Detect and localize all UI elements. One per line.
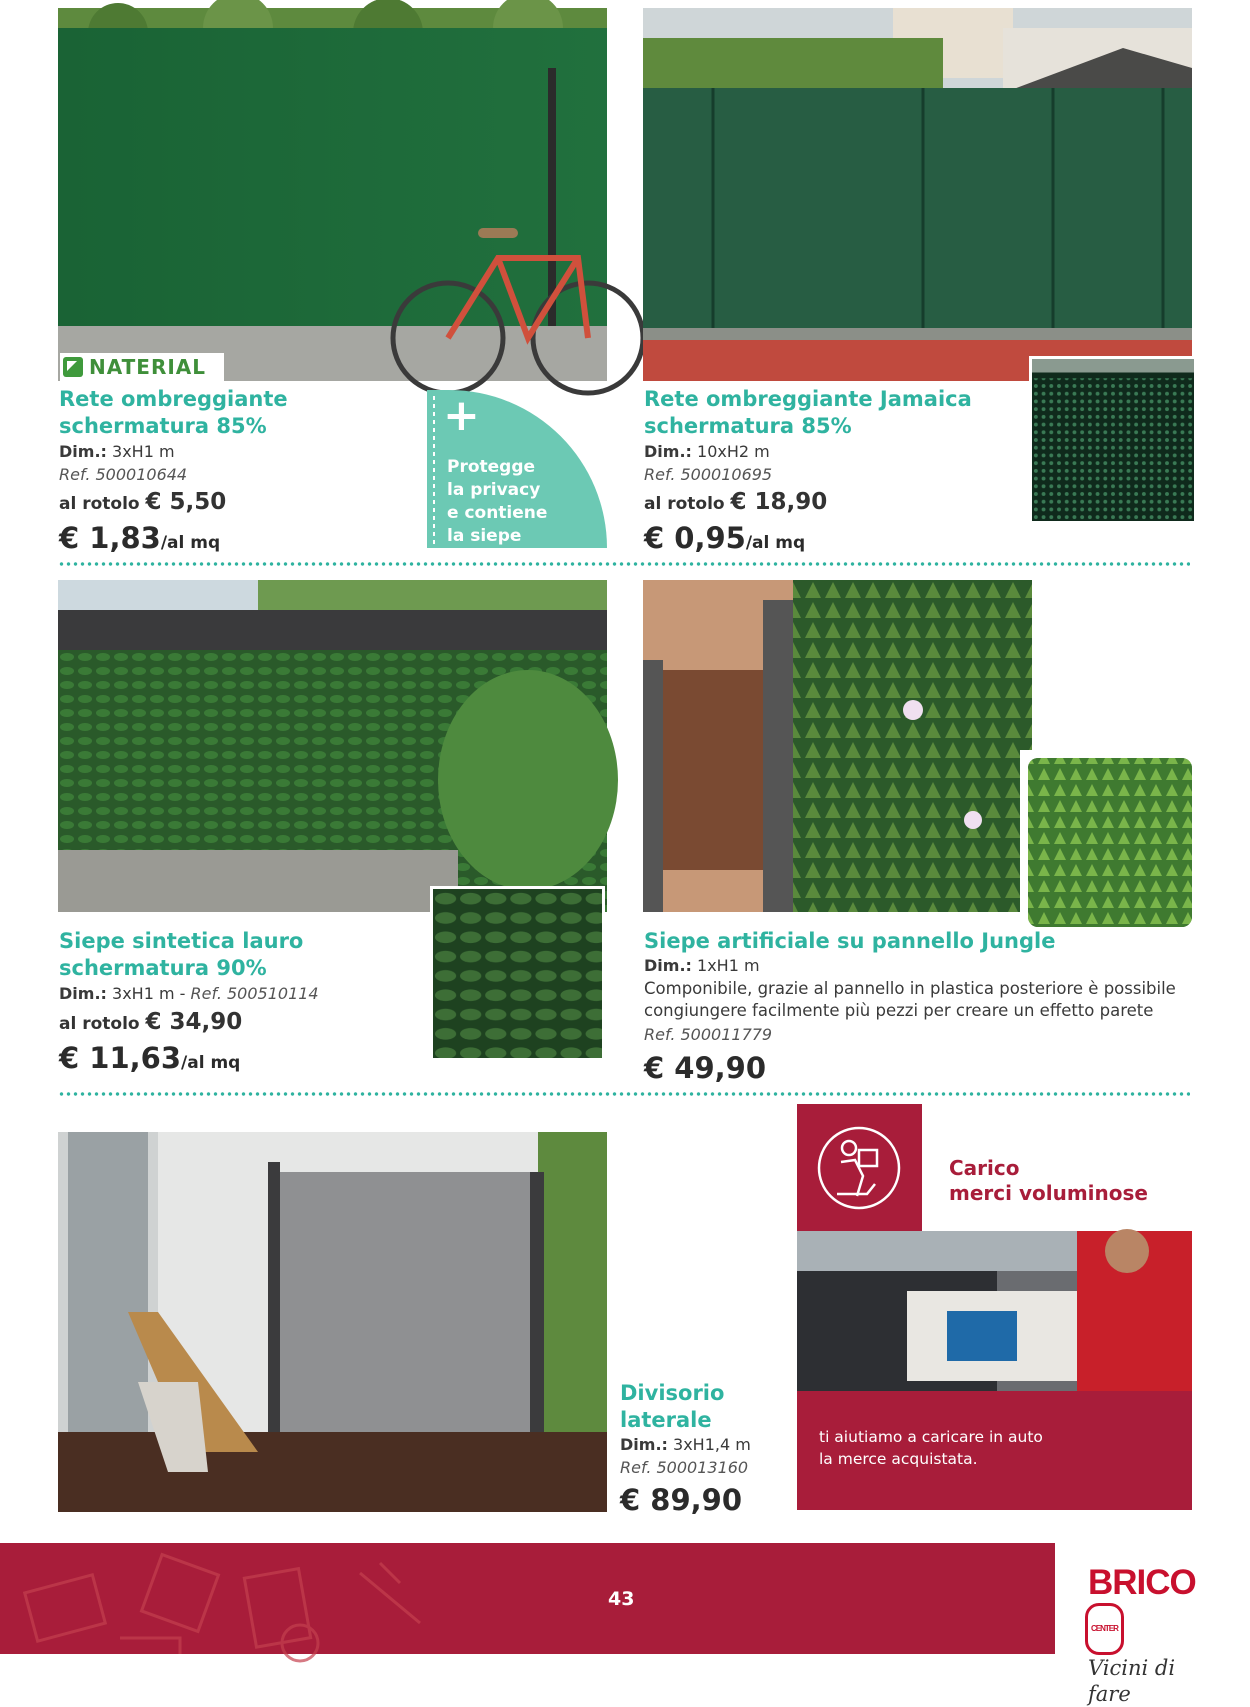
dim-label: Dim.: <box>644 956 692 975</box>
price-value: € 1,83 <box>59 521 161 555</box>
dim-value: 10xH2 m <box>697 442 770 461</box>
promo-text-line: ti aiutiamo a caricare in auto <box>819 1428 1043 1446</box>
product-detail-jungle-panel <box>1020 750 1200 935</box>
badge-line: la siepe <box>447 526 522 546</box>
roll-price <box>644 490 827 516</box>
roll-price-value: € 34,90 <box>145 1009 243 1035</box>
promo-icon-box <box>797 1104 922 1231</box>
product-title <box>644 386 972 440</box>
promo-text <box>819 1426 1043 1470</box>
dim-label: Dim.: <box>59 442 107 461</box>
price-value: € 11,63 <box>59 1041 182 1075</box>
footer-band <box>0 1543 1055 1654</box>
promo-header <box>797 1104 1192 1231</box>
product-photo-jamaica-net <box>643 8 1192 381</box>
plus-icon: + <box>443 390 480 441</box>
dim-value: 3xH1 m <box>112 442 175 461</box>
product-dimensions <box>644 955 760 977</box>
product-detail-jamaica-net-texture <box>1029 356 1197 524</box>
unit-price <box>620 1484 742 1521</box>
section-divider <box>58 1092 1190 1096</box>
product-title <box>644 928 1055 955</box>
badge-line: Protegge <box>447 457 536 477</box>
description-line: Componibile, grazie al pannello in plastica posteriore è possibile <box>644 979 1176 998</box>
roll-label: al rotolo <box>59 1014 140 1034</box>
badge-line: la privacy <box>447 480 541 500</box>
badge-line: e contiene <box>447 503 548 523</box>
product-title-line: Divisorio <box>620 1381 725 1405</box>
product-title-line: Siepe sintetica lauro <box>59 929 304 953</box>
product-photo-laurel-hedge <box>58 580 607 912</box>
brand-name: NATERIAL <box>89 355 207 379</box>
brico-center-logo <box>1088 1563 1218 1706</box>
price-unit: /al mq <box>181 1053 241 1073</box>
product-title-line: Rete ombreggiante <box>59 387 288 411</box>
page-number: 43 <box>608 1588 635 1610</box>
product-title <box>59 928 303 982</box>
product-dimensions <box>620 1434 751 1456</box>
naterial-logo-icon <box>63 357 83 377</box>
price-unit: /al mq <box>160 533 221 553</box>
promo-text-line: la merce acquistata. <box>819 1450 978 1468</box>
logo-tagline: Vicini di fare <box>1088 1656 1176 1706</box>
product-ref: Ref. 500510114 <box>190 984 319 1003</box>
badge-text <box>447 456 567 548</box>
product-title-line: Siepe artificiale su pannello Jungle <box>644 929 1056 953</box>
roll-label: al rotolo <box>644 494 725 514</box>
promo-loading-service <box>797 1104 1192 1510</box>
loading-person-icon <box>797 1104 922 1231</box>
roll-price <box>59 1010 242 1036</box>
roll-price-value: € 5,50 <box>145 489 227 515</box>
logo-center-badge: CENTER <box>1085 1603 1124 1655</box>
product-title <box>620 1380 724 1434</box>
naterial-brand-badge <box>60 353 224 381</box>
promo-photo <box>797 1231 1192 1391</box>
product-title-line: schermatura 90% <box>59 956 267 980</box>
product-dimensions <box>644 441 770 463</box>
unit-price <box>59 1042 240 1079</box>
unit-price <box>59 522 220 559</box>
product-title-line: Rete ombreggiante Jamaica <box>644 387 972 411</box>
roll-label: al rotolo <box>59 494 140 514</box>
logo-word: BRICO <box>1088 1563 1196 1602</box>
privacy-feature-badge <box>427 390 607 548</box>
section-divider <box>58 562 1190 566</box>
price-value: € 0,95 <box>644 521 746 555</box>
product-title <box>59 386 288 440</box>
product-ref: Ref. 500010695 <box>644 465 773 484</box>
dim-label: Dim.: <box>644 442 692 461</box>
unit-price <box>644 1052 766 1089</box>
product-photo-side-divider <box>58 1132 607 1512</box>
product-ref: Ref. 500010644 <box>59 465 188 484</box>
promo-title <box>949 1156 1148 1206</box>
price-value: € 49,90 <box>644 1051 767 1085</box>
product-description <box>644 978 1176 1022</box>
product-title-line: schermatura 85% <box>59 414 267 438</box>
product-photo-jungle-wall <box>643 580 1032 912</box>
product-title-line: schermatura 85% <box>644 414 852 438</box>
dim-value: 3xH1,4 m <box>673 1435 751 1454</box>
price-value: € 89,90 <box>620 1483 743 1517</box>
dim-value: 3xH1 m - <box>112 984 191 1003</box>
promo-title-line: Carico <box>949 1156 1020 1180</box>
product-dimensions <box>59 441 175 463</box>
product-photo-green-windbreak <box>58 8 607 381</box>
dim-label: Dim.: <box>620 1435 668 1454</box>
product-detail-laurel-texture <box>430 886 605 1061</box>
roll-price <box>59 490 226 516</box>
dim-label: Dim.: <box>59 984 107 1003</box>
unit-price <box>644 522 805 559</box>
tools-pattern-decoration <box>0 1543 1055 1654</box>
badge-dotted-border <box>433 396 435 548</box>
description-line: congiungere facilmente più pezzi per creare un effetto parete <box>644 1001 1154 1020</box>
price-unit: /al mq <box>745 533 806 553</box>
product-ref: Ref. 500011779 <box>644 1025 773 1044</box>
logo-wordmark <box>1088 1563 1218 1655</box>
product-dimensions <box>59 983 319 1005</box>
product-title-line: laterale <box>620 1408 712 1432</box>
dim-value: 1xH1 m <box>697 956 760 975</box>
product-ref: Ref. 500013160 <box>620 1458 749 1477</box>
roll-price-value: € 18,90 <box>730 489 828 515</box>
promo-title-line: merci voluminose <box>949 1181 1148 1205</box>
